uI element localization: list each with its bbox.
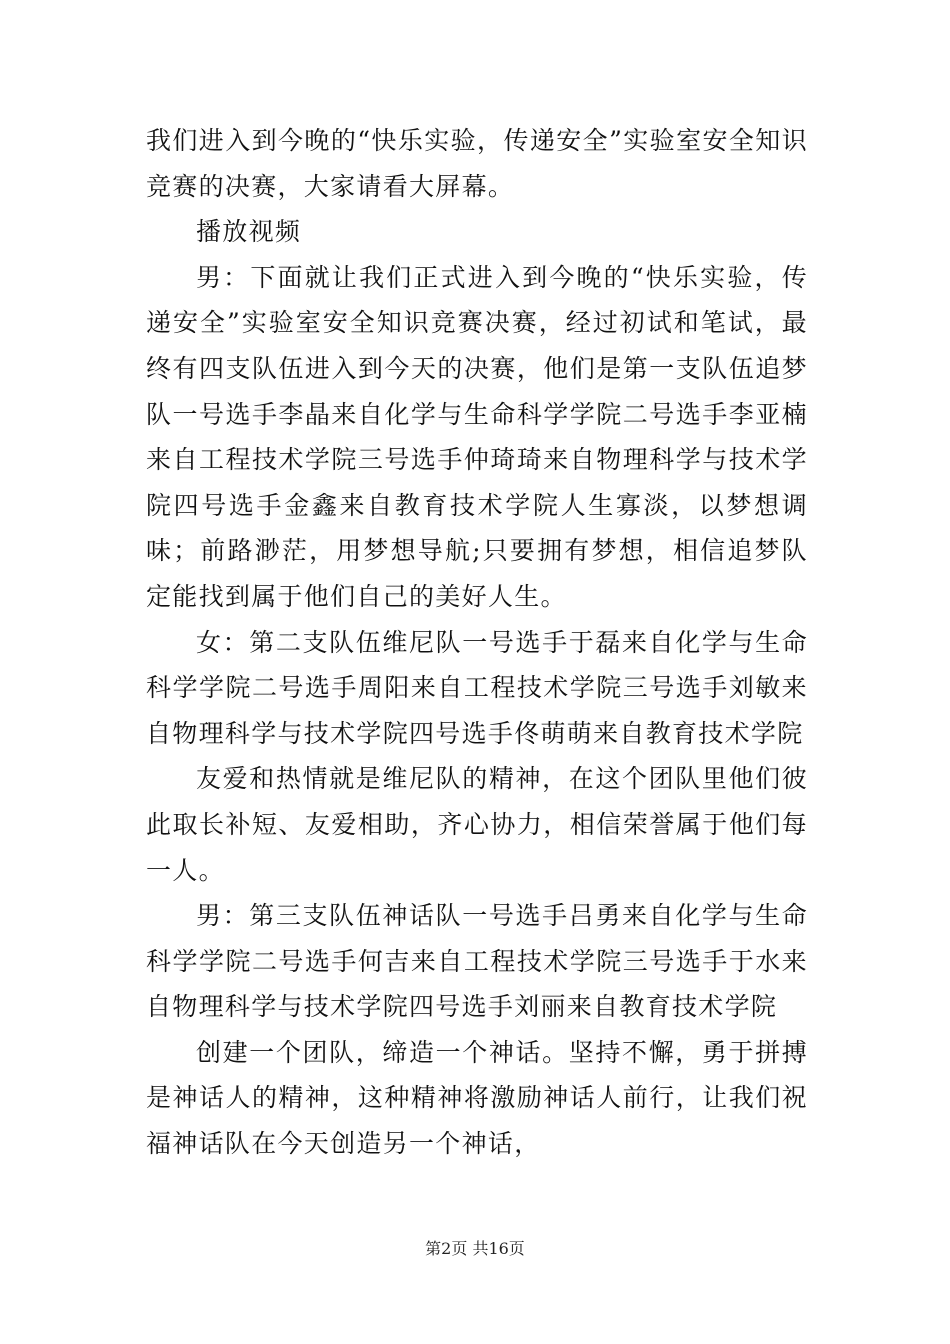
page-footer: 第2页 共16页 (425, 1239, 525, 1258)
paragraph-team-three-spirit: 创建一个团队，缔造一个神话。坚持不懈，勇于拼搏是神话人的精神，这种精神将激励神话人前行，让我们祝福神话队在今天创造另一个神话， (146, 1037, 808, 1159)
paragraph-team-two: 女：第二支队伍维尼队一号选手于磊来自化学与生命科学学院二号选手周阳来自工程技术学院三号选手刘敏来自物理科学与技术学院四号选手佟萌萌来自教育技术学院 (146, 627, 808, 748)
paragraph-play-video: 播放视频 (196, 217, 302, 247)
paragraph-team-one: 男：下面就让我们正式进入到今晚的“快乐实验，传递安全”实验室安全知识竞赛决赛，经过初试和笔试，最终有四支队伍进入到今天的决赛，他们是第一支队伍追梦队一号选手李晶来自化学与生命科学学院二号选手李亚楠来自工程技术学院三号选手仲琦琦来自物理科学与技术学院四号选手金鑫来自教育技术学院人生寡淡，以梦想调味；前路渺茫，用梦想导航;只要拥有梦想，相信追梦队定能找到属于他们自己的美好人生。 (146, 262, 808, 611)
paragraph-team-three: 男：第三支队伍神话队一号选手吕勇来自化学与生命科学学院二号选手何吉来自工程技术学院三号选手于水来自物理科学与技术学院四号选手刘丽来自教育技术学院 (146, 901, 808, 1022)
paragraph-intro: 我们进入到今晚的“快乐实验，传递安全”实验室安全知识竞赛的决赛，大家请看大屏幕。 (146, 126, 808, 201)
paragraph-team-two-spirit: 友爱和热情就是维尼队的精神，在这个团队里他们彼此取长补短、友爱相助，齐心协力，相信荣誉属于他们每一人。 (146, 764, 808, 885)
document-body (146, 118, 808, 1167)
